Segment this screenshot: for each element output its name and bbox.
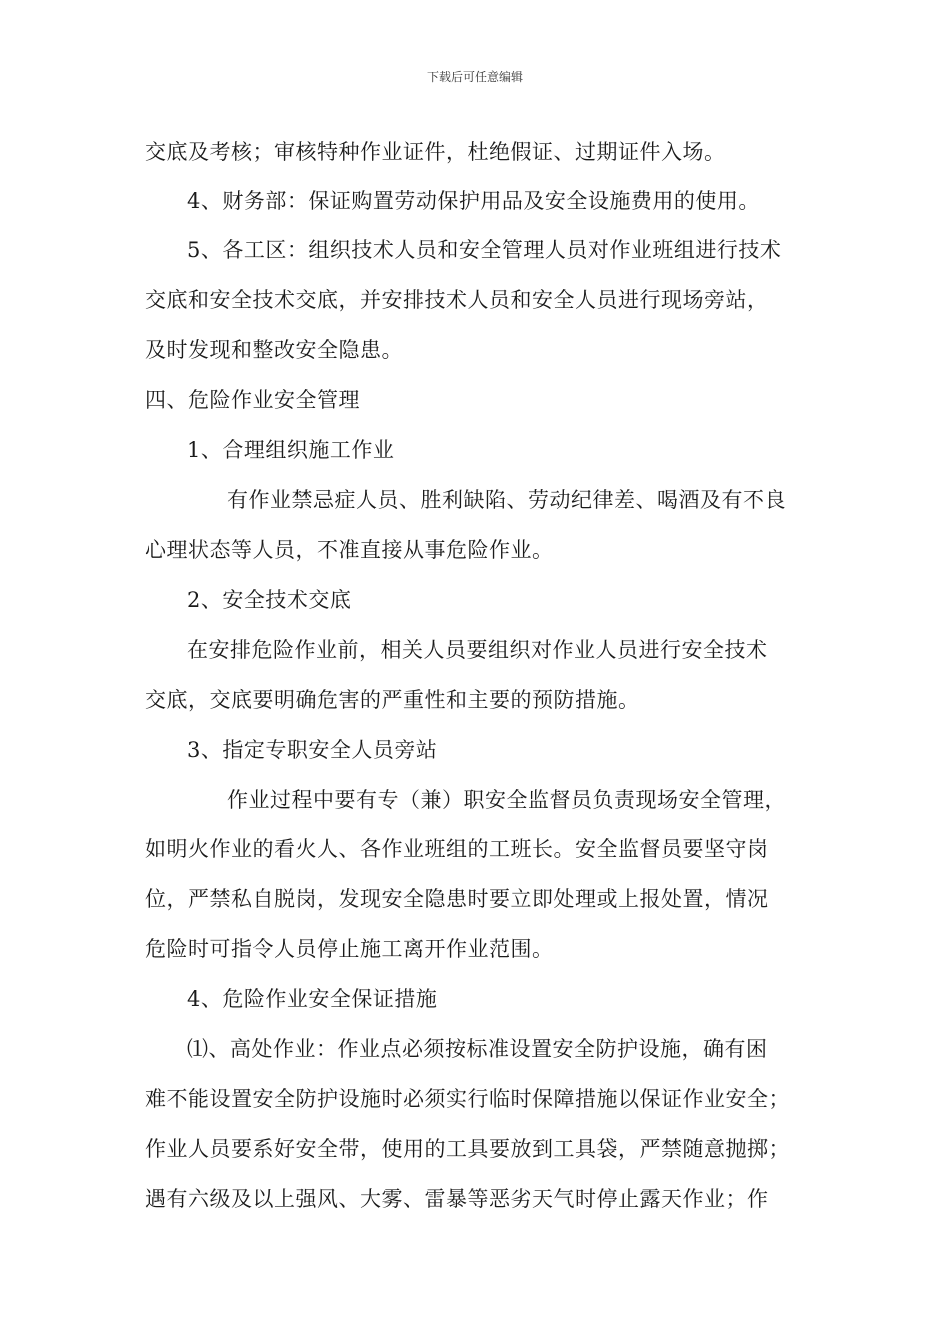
subsection-heading: 1、合理组织施工作业 (187, 438, 395, 462)
subsection-heading: 4、危险作业安全保证措施 (187, 987, 438, 1011)
paragraph-line: ⑴、高处作业：作业点必须按标准设置安全防护设施，确有困 (187, 1037, 768, 1061)
paragraph-line: 4、财务部：保证购置劳动保护用品及安全设施费用的使用。 (187, 189, 760, 213)
section-heading: 四、危险作业安全管理 (145, 388, 360, 412)
paragraph-line: 遇有六级及以上强风、大雾、雷暴等恶劣天气时停止露天作业；作 (145, 1187, 769, 1211)
paragraph-line: 难不能设置安全防护设施时必须实行临时保障措施以保证作业安全； (145, 1087, 790, 1111)
paragraph-line: 及时发现和整改安全隐患。 (145, 338, 403, 362)
paragraph-line: 作业过程中要有专（兼）职安全监督员负责现场安全管理， (227, 788, 786, 812)
paragraph-line: 在安排危险作业前，相关人员要组织对作业人员进行安全技术 (187, 638, 768, 662)
paragraph-line: 作业人员要系好安全带，使用的工具要放到工具袋，严禁随意抛掷； (145, 1137, 790, 1161)
paragraph-line: 位，严禁私自脱岗，发现安全隐患时要立即处理或上报处置，情况 (145, 887, 769, 911)
subsection-heading: 3、指定专职安全人员旁站 (187, 738, 438, 762)
paragraph-line: 危险时可指令人员停止施工离开作业范围。 (145, 937, 554, 961)
paragraph-line: 心理状态等人员，不准直接从事危险作业。 (145, 538, 554, 562)
paragraph-line: 交底和安全技术交底，并安排技术人员和安全人员进行现场旁站， (145, 288, 769, 312)
page-header: 下载后可任意编辑 (426, 70, 523, 84)
paragraph-line: 5、各工区：组织技术人员和安全管理人员对作业班组进行技术 (187, 238, 782, 262)
paragraph-line: 交底，交底要明确危害的严重性和主要的预防措施。 (145, 688, 640, 712)
paragraph-line: 如明火作业的看火人、各作业班组的工班长。安全监督员要坚守岗 (145, 837, 769, 861)
paragraph-line: 交底及考核；审核特种作业证件，杜绝假证、过期证件入场。 (145, 140, 726, 164)
paragraph-line: 有作业禁忌症人员、胜利缺陷、劳动纪律差、喝酒及有不良 (227, 488, 786, 512)
subsection-heading: 2、安全技术交底 (187, 588, 352, 612)
